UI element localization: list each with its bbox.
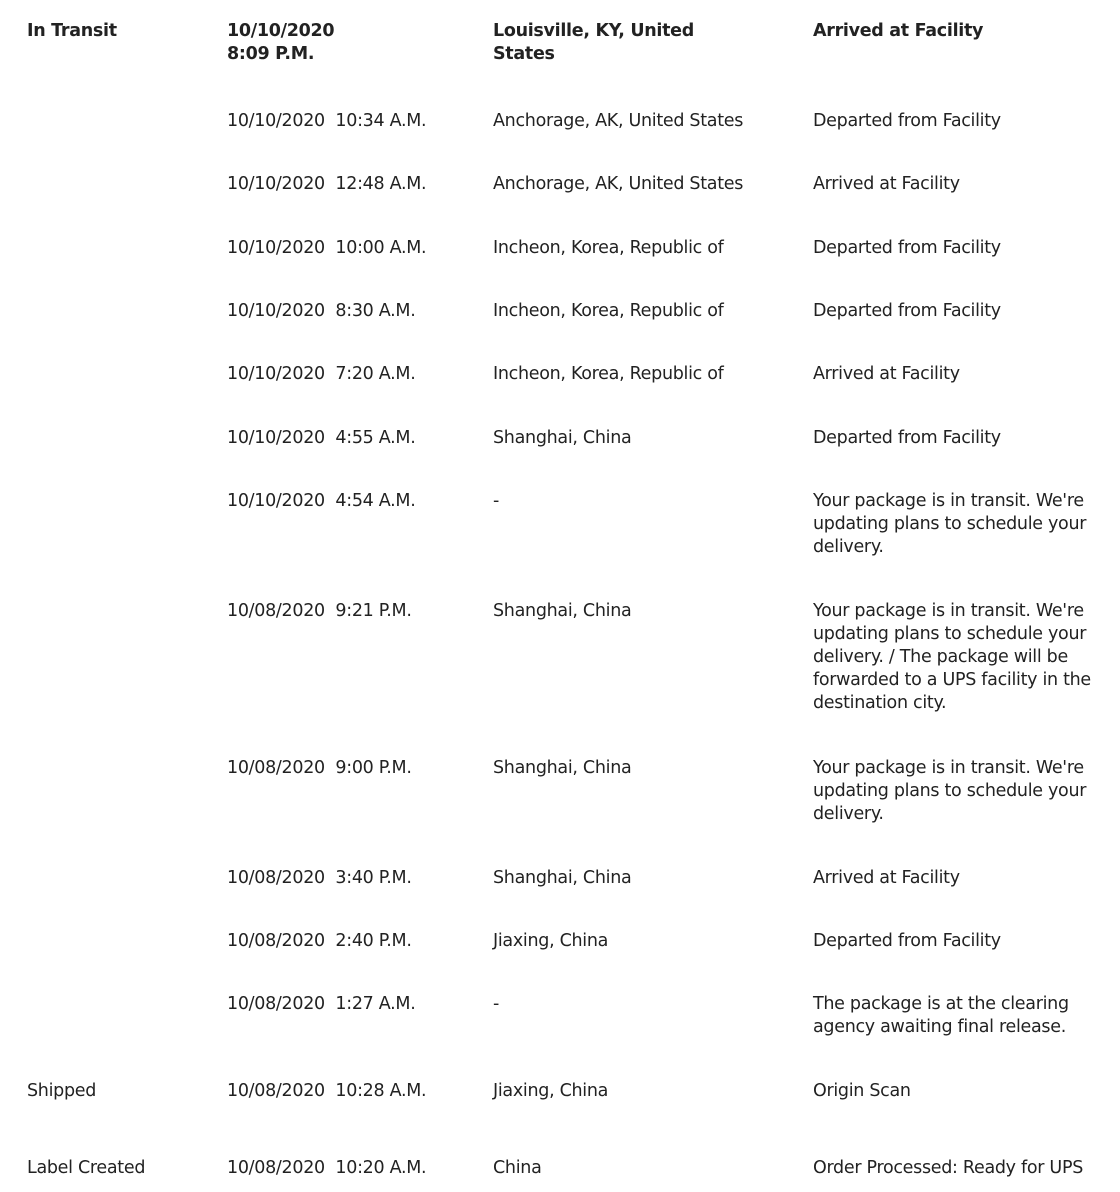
event-activity: Arrived at Facility bbox=[813, 868, 960, 888]
event-location: Anchorage, AK, United States bbox=[493, 111, 744, 131]
event-time: 9:21 P.M. bbox=[335, 601, 412, 621]
event-activity: Order Processed: Ready for UPS bbox=[813, 1158, 1084, 1178]
event-date: 10/10/2020 bbox=[227, 491, 325, 511]
status-label: Shipped bbox=[27, 1081, 97, 1101]
event-date: 10/08/2020 bbox=[227, 931, 325, 951]
event-date: 10/08/2020 bbox=[227, 601, 325, 621]
event-datetime bbox=[227, 600, 487, 623]
event-datetime bbox=[227, 1080, 487, 1103]
event-date: 10/08/2020 bbox=[227, 1158, 325, 1178]
event-activity: Departed from Facility bbox=[813, 428, 1001, 448]
event-time: 8:30 A.M. bbox=[335, 301, 416, 321]
event-time: 4:54 A.M. bbox=[335, 491, 416, 511]
event-activity: Departed from Facility bbox=[813, 111, 1001, 131]
event-time: 1:27 A.M. bbox=[335, 994, 416, 1014]
event-time: 3:40 P.M. bbox=[335, 868, 412, 888]
status-label: In Transit bbox=[27, 21, 117, 41]
event-datetime bbox=[227, 173, 487, 196]
event-activity: The package is at the clearing agency awaiting final release. bbox=[813, 994, 1075, 1037]
event-location: Jiaxing, China bbox=[493, 1081, 609, 1101]
event-datetime bbox=[227, 20, 487, 66]
event-date: 10/08/2020 bbox=[227, 758, 325, 778]
event-activity: Departed from Facility bbox=[813, 931, 1001, 951]
event-activity: Arrived at Facility bbox=[813, 21, 984, 41]
event-date: 10/08/2020 bbox=[227, 1081, 325, 1101]
event-time: 10:20 A.M. bbox=[335, 1158, 427, 1178]
event-activity: Departed from Facility bbox=[813, 301, 1001, 321]
event-time: 8:09 P.M. bbox=[227, 44, 315, 64]
event-date: 10/10/2020 bbox=[227, 111, 325, 131]
event-datetime bbox=[227, 930, 487, 953]
event-location: Incheon, Korea, Republic of bbox=[493, 364, 724, 384]
event-date: 10/10/2020 bbox=[227, 301, 325, 321]
event-datetime bbox=[227, 490, 487, 513]
event-datetime bbox=[227, 110, 487, 133]
event-activity: Origin Scan bbox=[813, 1081, 911, 1101]
event-location: Shanghai, China bbox=[493, 758, 632, 778]
event-location: Incheon, Korea, Republic of bbox=[493, 238, 724, 258]
event-datetime bbox=[227, 363, 487, 386]
event-time: 10:28 A.M. bbox=[335, 1081, 427, 1101]
event-time: 9:00 P.M. bbox=[335, 758, 412, 778]
event-location: China bbox=[493, 1158, 542, 1178]
event-location: Shanghai, China bbox=[493, 428, 632, 448]
event-time: 10:34 A.M. bbox=[335, 111, 427, 131]
event-location: - bbox=[493, 491, 500, 511]
event-activity: Your package is in transit. We're updating plans to schedule your delivery. bbox=[813, 491, 1092, 557]
status-label: Label Created bbox=[27, 1158, 146, 1178]
event-date: 10/08/2020 bbox=[227, 868, 325, 888]
event-time: 12:48 A.M. bbox=[335, 174, 427, 194]
event-date: 10/10/2020 bbox=[227, 364, 325, 384]
event-activity: Departed from Facility bbox=[813, 238, 1001, 258]
event-activity: Arrived at Facility bbox=[813, 174, 960, 194]
event-datetime bbox=[227, 757, 487, 780]
event-time: 2:40 P.M. bbox=[335, 931, 412, 951]
event-activity: Your package is in transit. We're updating plans to schedule your delivery. bbox=[813, 758, 1092, 824]
event-datetime bbox=[227, 237, 487, 260]
event-date: 10/08/2020 bbox=[227, 994, 325, 1014]
event-location: Anchorage, AK, United States bbox=[493, 174, 744, 194]
event-location: Jiaxing, China bbox=[493, 931, 609, 951]
event-location: Incheon, Korea, Republic of bbox=[493, 301, 724, 321]
event-date: 10/10/2020 bbox=[227, 428, 325, 448]
event-location: Louisville, KY, United States bbox=[493, 21, 700, 64]
event-datetime bbox=[227, 300, 487, 323]
event-datetime bbox=[227, 867, 487, 890]
event-datetime bbox=[227, 1157, 487, 1180]
event-date: 10/10/2020 bbox=[227, 174, 325, 194]
event-location: Shanghai, China bbox=[493, 601, 632, 621]
event-activity: Arrived at Facility bbox=[813, 364, 960, 384]
event-activity: Your package is in transit. We're updating plans to schedule your delivery. / The package will be forwarded to a UPS facility in the destination city. bbox=[813, 601, 1097, 713]
event-datetime bbox=[227, 427, 487, 450]
event-location: Shanghai, China bbox=[493, 868, 632, 888]
event-time: 4:55 A.M. bbox=[335, 428, 416, 448]
event-time: 10:00 A.M. bbox=[335, 238, 427, 258]
event-datetime bbox=[227, 993, 487, 1016]
event-location: - bbox=[493, 994, 500, 1014]
event-time: 7:20 A.M. bbox=[335, 364, 416, 384]
event-date: 10/10/2020 bbox=[227, 21, 335, 41]
event-date: 10/10/2020 bbox=[227, 238, 325, 258]
